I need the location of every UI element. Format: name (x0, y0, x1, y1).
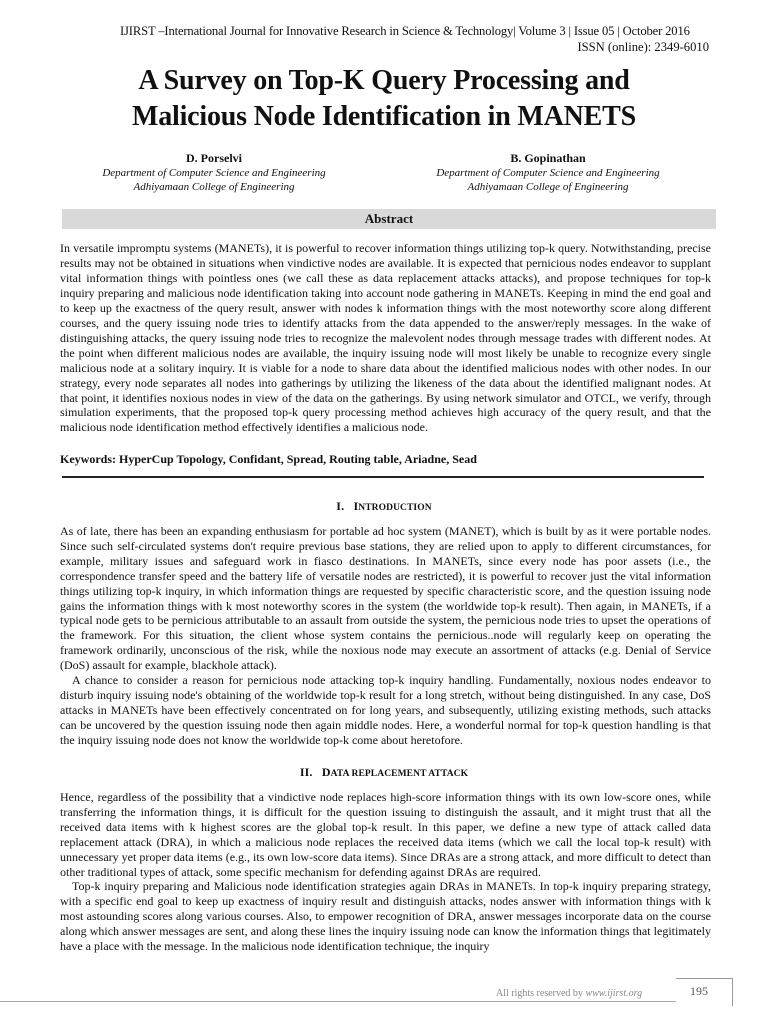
page-number: 195 (690, 984, 708, 998)
author-block-1 (84, 150, 344, 194)
section-number: II. (299, 765, 313, 779)
section-heading-data-replacement (0, 765, 768, 780)
abstract-text: In versatile impromptu systems (MANETs), it is powerful to recover information things utilizing top-k query. Notwithstanding, precise results may not be obtained in situations when vindictive nodes are available. It is expected that pernicious nodes endeavor to supplant vital information things with pointless ones (we call these as data replacement attacks attacks), and propose techniques for top-k inquiry preparing and malicious node identification taking into account node gathering in MANETs. Keeping in mind the end goal and to keep up the exactness of the query result, answer with nodes k information things with the most noteworthy score along different courses, and the query issuing node tries to identify attacks from the data appended to the answer/reply messages. In the wake of distinguishing attacks, the query issuing node tries to recognize the malevolent nodes through message trades with different nodes. At the point when different malicious nodes are available, the inquiry issuing node will most likely be unable to recognize every single malicious node at a solitary inquiry. It is viable for a node to share data about the identified malicious nodes with other nodes. In our strategy, every node separates all nodes into gatherings by utilizing the likeness of the data about the identified malignant nodes. At that point, it identifies noxious nodes in view of the data on the gatherings. By using network simulator and OTCL, we verify, through simulation experiments, that the proposed top-k query processing method achieves high accuracy of the query result, and that the malicious node identification method effectively identifies a malicious node. (60, 241, 711, 435)
keywords-label: Keywords: (60, 452, 116, 466)
paper-title (0, 63, 768, 135)
author-college: Adhiyamaan College of Engineering (133, 181, 295, 193)
issn-line: ISSN (online): 2349-6010 (577, 40, 709, 54)
section-heading-introduction (0, 499, 768, 514)
author-name: B. Gopinathan (510, 151, 586, 165)
author-department: Department of Computer Science and Engineering (436, 167, 660, 179)
section-title-rest: ATA REPLACEMENT ATTACK (330, 769, 469, 779)
intro-paragraph-1: As of late, there has been an expanding enthusiasm for portable ad hoc system (MANET), which is built by as it were portable nodes. Since such self-circulated systems don't require previous base stations, they are relied upon to apply to different circumstances, for example, military issues and safeguard work in fiasco destinations. In MANETs, since every node has poor assets (i.e., the correspondence transfer speed and the battery life of versatile nodes are restricted), it is powerful to recover just the vital information things utilizing top-k inquiry, in which information things are requested by specific characteristic score, and the question issuing node gains the information things with k most noteworthy scores in the system (the worldwide top-k result). Then again, in MANETs, if a typical node gets to be pernicious attributable to an assault from outside the system, the pernicious node tries to upset the operations of the framework. For this situation, the client whose system contains the pernicious..node will regularly keep on operating the framework ordinarily, unconscious of the risk, while the noxious node may execute an assortment of attacks (e.g. Denial of Service (DoS) assault for example, blackhole attack). (60, 524, 711, 673)
footer-rights-prefix: All rights reserved by (496, 988, 586, 999)
abstract-divider (62, 476, 704, 478)
dra-paragraph-1: Hence, regardless of the possibility that a vindictive node replaces high-score information things with its own low-score ones, while transferring the information things, it is difficult for the question issuing to distinguish the assault, and it might trust that all the received data items with k highest scores are the global top-k result. In this paper, we define a new type of attack called data replacement attack (DRA), in which a malicious node replaces the received data items (which we call the local top-k result) with unnecessary yet proper data items (e.g., its own low-score data items). Since DRAs are a strong attack, and more difficult to detect than other traditional types of attack, some specific mechanism for defending against DRAs are required. (60, 790, 711, 879)
section-title-rest: NTRODUCTION (358, 503, 432, 513)
author-college: Adhiyamaan College of Engineering (467, 181, 629, 193)
section-title-initial: I (353, 499, 359, 513)
section-number: I. (336, 499, 345, 513)
dra-paragraph-2: Top-k inquiry preparing and Malicious node identification strategies again DRAs in MANETs. In top-k inquiry preparing strategy, with a specific end goal to keep up exactness of inquiry result and distinguish attacks, nodes answer with information things with k most astounding scores along various courses. Also, to empower recognition of DRA, answer messages incorporate data on the course along which answer messages are sent, and along these lines the inquiry issuing node can know the information things that legitimately have a place with the message. In the malicious node identification technique, the inquiry (60, 879, 711, 953)
author-block-2 (418, 150, 678, 194)
abstract-heading-bar (62, 209, 716, 229)
intro-paragraph-2: A chance to consider a reason for pernicious node attacking top-k inquiry handling. Fundamentally, noxious nodes endeavor to disturb inquiry issuing node's obtaining of the worldwide top-k result for a long stretch, without being distinguished. In any case, DoS attacks in MANETs have been effectively concentrated on for long years, and subsequently, utilizing existing methods, such attacks can be uncovered by the question issuing node then again middle nodes. Here, a wonderful normal for top-k question handling is that the inquiry issuing node does not know the worldwide top-k come about heretofore. (60, 673, 711, 747)
paper-title-line-1: A Survey on Top-K Query Processing and (138, 65, 630, 96)
author-name: D. Porselvi (186, 151, 242, 165)
keywords-line (60, 452, 477, 467)
footer-tick (732, 984, 733, 1006)
keywords-list: HyperCup Topology, Confidant, Spread, Routing table, Ariadne, Sead (119, 452, 477, 466)
paper-title-line-2: Malicious Node Identification in MANETS (131, 101, 636, 132)
abstract-heading: Abstract (364, 211, 414, 226)
footer-site-link[interactable]: www.ijirst.org (585, 988, 643, 999)
footer-rule (0, 1001, 676, 1002)
journal-header: IJIRST –International Journal for Innovative Research in Science & Technology| Volume 3 | Issue 05 | October 2016 (120, 24, 690, 38)
section-title-initial: D (321, 765, 331, 779)
author-department: Department of Computer Science and Engineering (102, 167, 326, 179)
footer-rights (496, 988, 642, 999)
